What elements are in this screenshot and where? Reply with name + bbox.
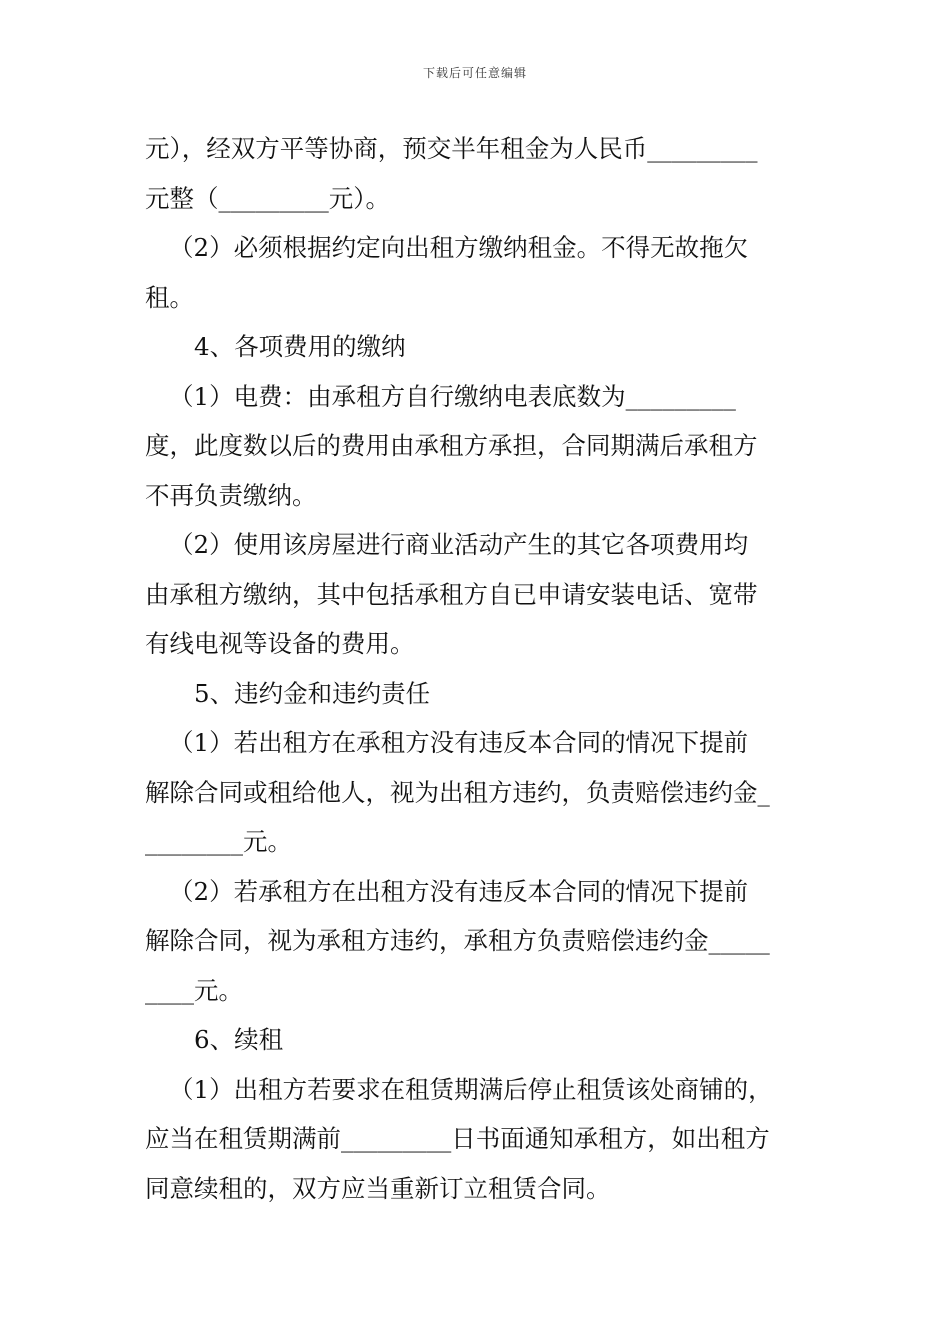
text-line: （1）若出租方在承租方没有违反本合同的情况下提前 <box>169 728 749 757</box>
text-line: 租。 <box>145 282 194 312</box>
section-heading: 6、续租 <box>194 1025 284 1054</box>
text-line: （2）必须根据约定向出租方缴纳租金。不得无故拖欠 <box>169 233 749 262</box>
page-header: 下载后可任意编辑 <box>422 66 527 80</box>
text-line: 有线电视等设备的费用。 <box>145 629 415 658</box>
text-line: （1）电费：由承租方自行缴纳电表底数为_________ <box>169 381 736 411</box>
document-body <box>145 124 809 1213</box>
text-line: 同意续租的，双方应当重新订立租赁合同。 <box>145 1173 611 1203</box>
text-line: 元），经双方平等协商，预交半年租金为人民币_________ <box>145 134 758 163</box>
text-line: 不再负责缴纳。 <box>145 480 317 510</box>
section-heading: 5、违约金和违约责任 <box>194 678 431 708</box>
section-heading: 4、各项费用的缴纳 <box>194 332 406 361</box>
text-line: ________元。 <box>145 827 292 856</box>
text-line: 元整（_________元）。 <box>145 183 390 213</box>
text-line: （2）若承租方在出租方没有违反本合同的情况下提前 <box>169 876 749 906</box>
text-line: 由承租方缴纳，其中包括承租方自已申请安装电话、宽带 <box>145 579 758 609</box>
text-line: ____元。 <box>145 975 243 1005</box>
text-line: 应当在租赁期满前_________日书面通知承租方，如出租方 <box>145 1124 770 1153</box>
text-line: 解除合同或租给他人，视为出租方违约，负责赔偿违约金_ <box>145 777 770 807</box>
text-line: 解除合同，视为承租方违约，承租方负责赔偿违约金_____ <box>145 926 770 955</box>
text-line: （1）出租方若要求在租赁期满后停止租赁该处商铺的， <box>169 1074 773 1104</box>
text-line: 度，此度数以后的费用由承租方承担，合同期满后承租方 <box>145 431 758 460</box>
text-line: （2）使用该房屋进行商业活动产生的其它各项费用均 <box>169 530 749 559</box>
